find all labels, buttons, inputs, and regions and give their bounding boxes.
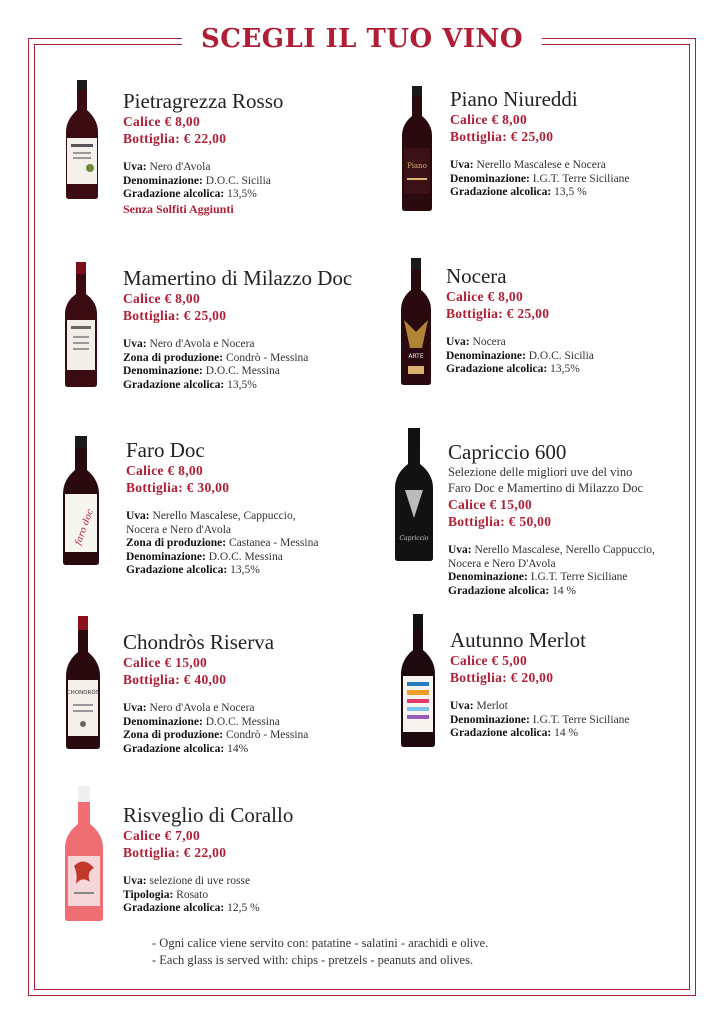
detail-label: Uva: — [123, 875, 147, 887]
detail-value: Nocera e Nero d'Avola — [126, 523, 231, 536]
detail-value: Rosato — [173, 888, 209, 901]
wine-bottle-image — [62, 262, 100, 388]
detail-label: Denominazione: — [123, 715, 203, 728]
wine-item — [446, 264, 594, 377]
detail-value: 14 % — [549, 584, 577, 597]
detail-label: Tipologia: — [123, 888, 174, 901]
wine-name: Mamertino di Milazzo Doc — [123, 266, 353, 290]
wine-bottle-image — [398, 258, 434, 386]
detail-denomination — [123, 175, 283, 189]
detail-label: Uva: — [446, 336, 470, 348]
detail-label: Zona di produzione: — [126, 537, 227, 549]
price-glass: Calice € 15,00 — [448, 497, 533, 512]
detail-value: 12,5 % — [224, 902, 260, 914]
detail-value: 13,5 % — [551, 186, 587, 198]
page-title: SCEGLI IL TUO VINO — [201, 24, 523, 54]
detail-value: Nerello Mascalese, Nerello Cappuccio, — [471, 544, 655, 556]
detail-label: Denominazione: — [126, 550, 206, 563]
detail-value: Castanea - Messina — [226, 537, 319, 549]
wine-bottle-image — [392, 428, 436, 562]
svg-text:Piano: Piano — [407, 162, 427, 170]
detail-label: Gradazione alcolica: — [123, 378, 225, 391]
detail-label: Gradazione alcolica: — [448, 584, 550, 597]
wine-item — [448, 440, 655, 598]
detail-value: Nero d'Avola e Nocera — [146, 702, 255, 714]
wine-name: Pietragrezza Rosso — [123, 89, 284, 113]
price-glass: Calice € 8,00 — [126, 463, 204, 478]
detail-value: Nerello Mascalese, Cappuccio, — [149, 510, 296, 522]
detail-grape — [123, 161, 283, 175]
price-glass: Calice € 8,00 — [123, 114, 201, 129]
detail-value: Nero d'Avola e Nocera — [146, 338, 255, 350]
wine-description: Faro Doc e Mamertino di Milazzo Doc — [448, 481, 644, 495]
wine-item — [123, 266, 352, 392]
wine-bottle-image — [63, 616, 103, 750]
price-glass: Calice € 8,00 — [450, 112, 528, 127]
detail-label: Uva: — [123, 338, 147, 350]
price-bottle: Bottiglia: € 25,00 — [123, 308, 227, 323]
price-glass: Calice € 5,00 — [450, 653, 528, 668]
detail-value: I.G.T. Terre Siciliane — [527, 571, 628, 583]
detail-value: Merlot — [473, 700, 508, 712]
detail-value: I.G.T. Terre Siciliane — [529, 713, 630, 726]
detail-label: Gradazione alcolica: — [446, 363, 548, 375]
wine-item — [123, 89, 283, 216]
detail-label: Uva: — [126, 510, 150, 522]
wine-description: Selezione delle migliori uve del vino — [448, 465, 633, 479]
detail-label: Denominazione: — [446, 349, 526, 362]
wine-bottle-image — [398, 614, 438, 748]
wine-item — [450, 628, 630, 741]
detail-value: selezione di uve rosse — [146, 875, 251, 887]
footer-notes — [152, 935, 488, 969]
detail-alcohol — [123, 188, 283, 202]
detail-label: Uva: — [123, 161, 147, 173]
price-bottle: Bottiglia: € 25,00 — [446, 306, 550, 321]
wine-bottle-image — [399, 86, 435, 212]
wine-name: Risveglio di Corallo — [123, 803, 294, 827]
detail-label: Gradazione alcolica: — [123, 742, 225, 755]
wine-name: Nocera — [446, 264, 507, 288]
detail-value: I.G.T. Terre Siciliane — [529, 172, 630, 185]
detail-label: Uva: — [448, 544, 472, 556]
price-bottle: Bottiglia: € 50,00 — [448, 514, 552, 529]
detail-value: Condrò - Messina — [223, 351, 309, 364]
price-bottle: Bottiglia: € 40,00 — [123, 672, 227, 687]
wine-name: Capriccio 600 — [448, 440, 567, 464]
price-bottle: Bottiglia: € 20,00 — [450, 670, 554, 685]
detail-label: Denominazione: — [123, 174, 203, 187]
price-glass: Calice € 15,00 — [123, 655, 208, 670]
price-bottle: Bottiglia: € 22,00 — [123, 131, 227, 146]
detail-value: 14 % — [551, 727, 579, 739]
detail-label: Gradazione alcolica: — [123, 902, 225, 914]
detail-label: Gradazione alcolica: — [450, 186, 552, 198]
price-bottle: Bottiglia: € 22,00 — [123, 845, 227, 860]
detail-value: Nero d'Avola — [146, 161, 211, 173]
detail-value: Nocera e Nero D'Avola — [448, 557, 556, 570]
wine-name: Chondròs Riserva — [123, 630, 275, 654]
wine-item — [123, 630, 308, 756]
detail-label: Uva: — [450, 700, 474, 712]
svg-text:Capriccio: Capriccio — [399, 535, 429, 542]
detail-value: Condrò - Messina — [223, 729, 309, 741]
detail-label: Zona di produzione: — [123, 729, 224, 741]
wine-name: Piano Niureddi — [450, 87, 578, 111]
wine-bottle-image — [60, 436, 102, 566]
sulfite-free-note: Senza Solfiti Aggiunti — [123, 201, 234, 216]
svg-text:CHONDRÒS: CHONDRÒS — [66, 690, 100, 696]
detail-label: Denominazione: — [123, 365, 203, 377]
detail-label: Uva: — [123, 702, 147, 714]
wine-item — [123, 803, 293, 916]
detail-label: Gradazione alcolica: — [450, 727, 552, 739]
detail-value: 13,5% — [224, 378, 257, 391]
wine-name: Autunno Merlot — [450, 628, 586, 652]
detail-value: D.O.C. Messina — [202, 715, 280, 728]
detail-value: D.O.C. Messina — [202, 365, 280, 377]
detail-value: D.O.C. Sicilia — [202, 174, 271, 187]
detail-value: 13,5% — [224, 188, 257, 200]
footer-note-english: - Each glass is served with: chips - pretzels - peanuts and olives. — [152, 953, 474, 967]
detail-value: D.O.C. Sicilia — [525, 349, 594, 362]
detail-value: Nocera — [469, 336, 506, 348]
wine-item — [126, 438, 318, 578]
price-glass: Calice € 8,00 — [446, 289, 524, 304]
price-glass: Calice € 7,00 — [123, 828, 201, 843]
detail-label: Denominazione: — [450, 713, 530, 726]
wine-name: Faro Doc — [126, 438, 205, 462]
wine-bottle-image — [62, 80, 102, 200]
bottle-label-script: faro doc — [73, 508, 96, 547]
detail-label: Zona di produzione: — [123, 351, 224, 364]
detail-label: Gradazione alcolica: — [126, 564, 228, 576]
detail-label: Gradazione alcolica: — [123, 188, 225, 200]
wine-item — [450, 87, 630, 200]
price-bottle: Bottiglia: € 25,00 — [450, 129, 554, 144]
price-glass: Calice € 8,00 — [123, 291, 201, 306]
detail-label: Denominazione: — [448, 571, 528, 583]
detail-value: 13,5% — [547, 363, 580, 375]
footer-note-italian: - Ogni calice viene servito con: patatine - salatini - arachidi e olive. — [152, 936, 489, 950]
price-bottle: Bottiglia: € 30,00 — [126, 480, 230, 495]
detail-label: Uva: — [450, 159, 474, 171]
detail-value: 14% — [224, 742, 249, 755]
detail-value: D.O.C. Messina — [205, 550, 283, 563]
wine-bottle-image — [62, 786, 106, 922]
detail-value: 13,5% — [227, 564, 260, 576]
detail-value: Nerello Mascalese e Nocera — [473, 159, 606, 171]
detail-label: Denominazione: — [450, 172, 530, 185]
svg-text:ARTE: ARTE — [408, 353, 424, 360]
